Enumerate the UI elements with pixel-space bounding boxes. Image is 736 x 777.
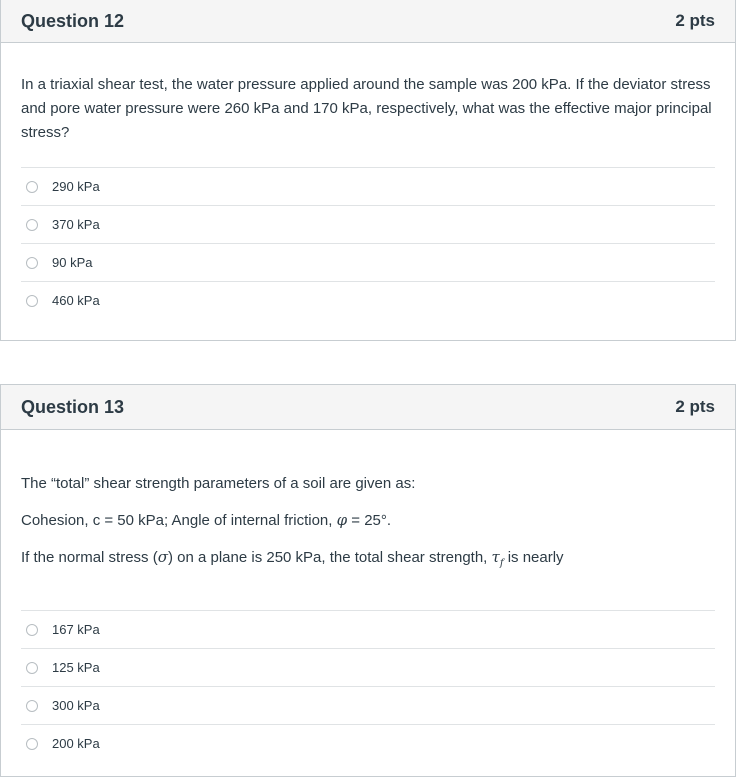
answer-option[interactable] (21, 649, 715, 687)
radio-button[interactable] (26, 700, 38, 712)
radio-button[interactable] (26, 219, 38, 231)
question-text (21, 472, 715, 576)
answer-option[interactable] (21, 282, 715, 319)
answer-list (21, 610, 715, 762)
question-title: Question 13 (21, 396, 125, 417)
answer-label: 460 kPa (52, 293, 100, 308)
answer-label: 370 kPa (52, 217, 100, 232)
answer-option[interactable] (21, 168, 715, 206)
radio-button[interactable] (26, 257, 38, 269)
question-text-line (21, 508, 715, 533)
answer-label: 125 kPa (52, 660, 100, 675)
question-title: Question 12 (21, 10, 125, 31)
radio-button[interactable] (26, 662, 38, 674)
answer-option[interactable] (21, 687, 715, 725)
question-points: 2 pts (675, 11, 715, 30)
answer-label: 200 kPa (52, 736, 100, 751)
question-header (1, 0, 735, 43)
phi-symbol: φ (336, 511, 348, 529)
tau-subscript: f (499, 558, 504, 569)
text-segment: ) on a plane is 250 kPa, the total shear strength, (167, 549, 492, 566)
sigma-symbol: σ (157, 548, 168, 566)
radio-button[interactable] (26, 738, 38, 750)
question-text-line (21, 545, 715, 576)
answer-label: 290 kPa (52, 179, 100, 194)
question-text: In a triaxial shear test, the water pressure applied around the sample was 200 kPa. If the deviator stress and pore water pressure were 260 kPa and 170 kPa, respectively, what was the effective major principal stress? (21, 76, 712, 141)
answer-option[interactable] (21, 611, 715, 649)
question-body (1, 430, 735, 762)
question-header (1, 385, 735, 430)
radio-button[interactable] (26, 624, 38, 636)
answer-label: 90 kPa (52, 255, 93, 270)
answer-option[interactable] (21, 725, 715, 762)
text-segment: Cohesion, c = 50 kPa; Angle of internal friction, (21, 512, 337, 529)
text-segment: is nearly (503, 549, 564, 566)
text-segment: = 25°. (347, 512, 392, 529)
question-text-line: The “total” shear strength parameters of a soil are given as: (21, 475, 416, 492)
radio-button[interactable] (26, 181, 38, 193)
question-body (1, 43, 735, 319)
answer-list (21, 167, 715, 319)
answer-option[interactable] (21, 244, 715, 282)
answer-option[interactable] (21, 206, 715, 244)
radio-button[interactable] (26, 295, 38, 307)
question-12-card (0, 0, 736, 341)
text-segment: If the normal stress ( (21, 549, 158, 566)
tau-symbol: τ (491, 548, 500, 566)
question-points: 2 pts (675, 397, 715, 416)
question-13-card (0, 384, 736, 777)
answer-label: 300 kPa (52, 698, 100, 713)
answer-label: 167 kPa (52, 622, 100, 637)
